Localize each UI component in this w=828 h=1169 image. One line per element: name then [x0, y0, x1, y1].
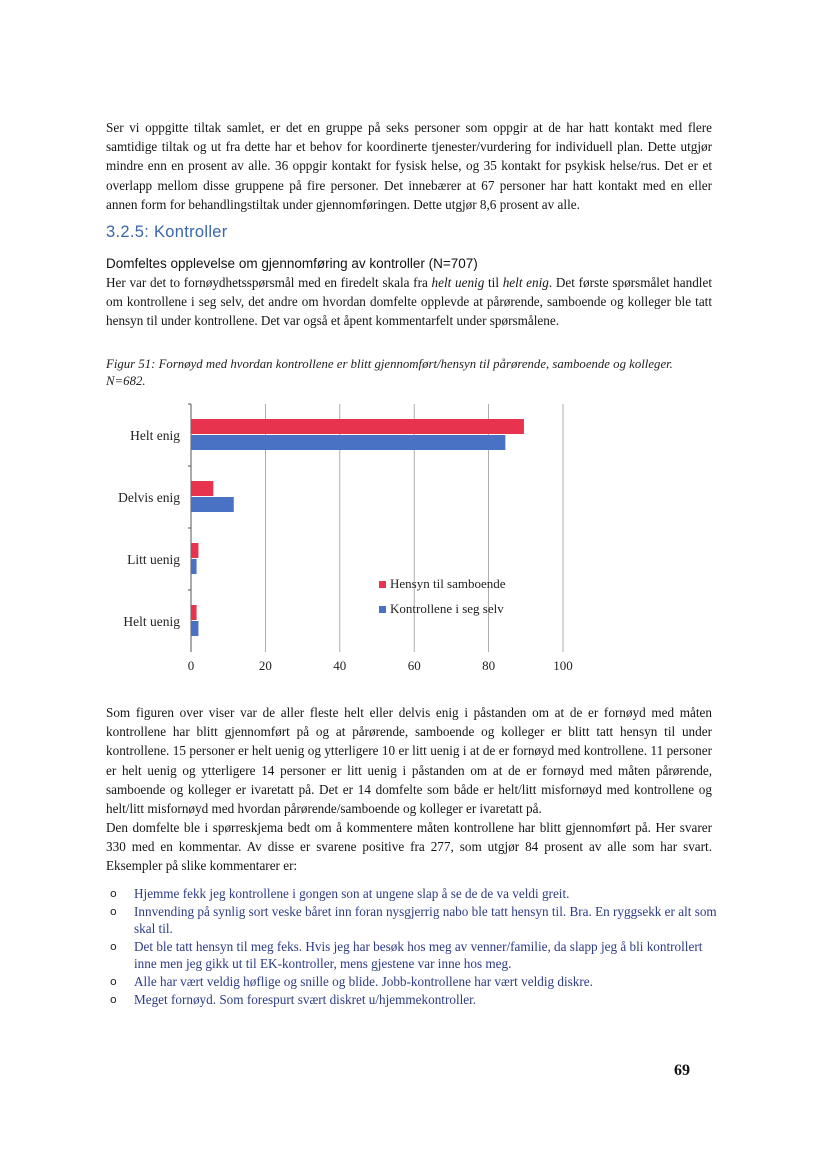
- bar: [191, 543, 198, 558]
- comments-intro-paragraph: Den domfelte ble i spørreskjema bedt om å kommentere måten kontrollene har blitt gjennomført på. Her svarer 330 med en kommentar. Av disse er svarene positive fra 277, som utgjør 84 prosent av alle som har svart. Eksempler på slike kommentarer er:: [106, 820, 712, 874]
- legend-label: Hensyn til samboende: [390, 576, 506, 591]
- page-number: 69: [674, 1062, 690, 1079]
- comment-text: Alle har vært veldig høflige og snille og blide. Jobb-kontrollene har vært veldig diskre.: [134, 973, 593, 989]
- bar: [191, 605, 197, 620]
- bar: [191, 497, 234, 512]
- bar: [191, 621, 198, 636]
- bar: [191, 481, 213, 496]
- comment-item: [106, 903, 718, 938]
- figure-caption: Figur 51: Fornøyd med hvordan kontrollene er blitt gjennomført/hensyn til pårørende, samboende og kolleger. N=682.: [106, 357, 673, 388]
- bar: [191, 419, 524, 434]
- comment-text: Det ble tatt hensyn til meg feks. Hvis jeg har besøk hos meg av venner/familie, da slapp jeg å bli kontrollert inne men jeg gikk ut til EK-kontroller, mens gjestene var inne hos meg.: [134, 938, 703, 972]
- chart-category-labels: [118, 428, 180, 629]
- category-label: Helt enig: [130, 428, 180, 443]
- comment-item: [106, 991, 718, 1009]
- category-label: Delvis enig: [118, 490, 180, 505]
- legend-label: Kontrollene i seg selv: [390, 601, 504, 616]
- x-tick-label: 100: [553, 658, 573, 673]
- comment-text: Innvending på synlig sort veske båret inn foran nysgjerrig nabo ble tatt hensyn til. Bra. En ryggsekk er alt som skal til.: [134, 903, 717, 937]
- comment-list: [106, 885, 718, 1008]
- bullet-marker: o: [110, 904, 117, 918]
- bullet-marker: o: [110, 887, 117, 900]
- chart-x-tick-labels: [188, 658, 573, 673]
- bullet-marker: o: [110, 992, 117, 1006]
- x-tick-label: 40: [333, 658, 347, 673]
- x-tick-label: 0: [187, 658, 195, 673]
- legend-swatch: [379, 606, 386, 613]
- bar: [191, 435, 505, 450]
- comment-item: [106, 973, 718, 991]
- scale-term: helt enig: [502, 275, 549, 290]
- x-tick-label: 20: [258, 658, 272, 673]
- results-paragraph: Som figuren over viser var de aller fleste helt eller delvis enig i påstanden om at de er fornøyd med måten kontrollene har blitt gjennomført på og at pårørende, samboende og kolleger er blitt tatt hensyn til under kontrollene. 15 personer er helt uenig og ytterligere 10 er litt uenig i at de er fornøyd med kontrollene. 11 personer er helt uenig og ytterligere 14 personer er litt uenig i påstanden om at de er fornøyd med måten pårørende, samboende og kolleger er ivaretatt på. Det er 14 domfelte som både er helt/litt misfornøyd med kontrollene og helt/litt misfornøyd med hvordan pårørende/samboende og kolleger er ivaretatt på.: [106, 705, 712, 817]
- comment-item: [106, 938, 718, 973]
- comment-item: [106, 885, 718, 903]
- comment-text: Meget fornøyd. Som forespurt svært diskret u/hjemmekontroller.: [134, 991, 477, 1007]
- category-label: Litt uenig: [127, 552, 180, 567]
- scale-term: helt uenig: [431, 275, 485, 290]
- bullet-marker: o: [110, 974, 117, 988]
- sub-heading: Domfeltes opplevelse om gjennomføring av kontroller (N=707): [106, 256, 478, 271]
- method-paragraph: Her var det to fornøydhetsspørsmål med en firedelt skala fra helt uenig til helt enig. Det første spørsmålet handlet om kontrollene i seg selv, det andre om hvordan domfelte opplevde at pårørende, samboende og kolleger ble tatt hensyn til under kontrollene. Det var også et åpent kommentarfelt under spørsmålene.: [106, 275, 712, 329]
- section-heading: 3.2.5: Kontroller: [106, 223, 228, 241]
- intro-paragraph: Ser vi oppgitte tiltak samlet, er det en gruppe på seks personer som oppgir at de har hatt kontakt med flere samtidige tiltak og ut fra dette har et behov for koordinerte tjenester/vurdering for individuell plan. Dette utgjør mindre enn en prosent av alle. 36 oppgir kontakt for fysisk helse, og 35 kontakt for psykisk helse/rus. Det er et overlapp mellom disse gruppene på fire personer. Det innebærer at 67 personer har hatt kontakt med en eller annen form for behandlingstiltak under gjennomføringen. Dette utgjør 8,6 prosent av alle.: [106, 120, 712, 212]
- bar: [191, 559, 197, 574]
- bullet-marker: o: [110, 939, 117, 953]
- comment-text: Hjemme fekk jeg kontrollene i gongen son at ungene slap å se de de va veldi greit.: [134, 886, 570, 901]
- bar-chart: [106, 396, 586, 680]
- legend-swatch: [379, 581, 386, 588]
- category-label: Helt uenig: [123, 614, 180, 629]
- x-tick-label: 60: [407, 658, 421, 673]
- chart-legend: [379, 576, 506, 616]
- x-tick-label: 80: [482, 658, 496, 673]
